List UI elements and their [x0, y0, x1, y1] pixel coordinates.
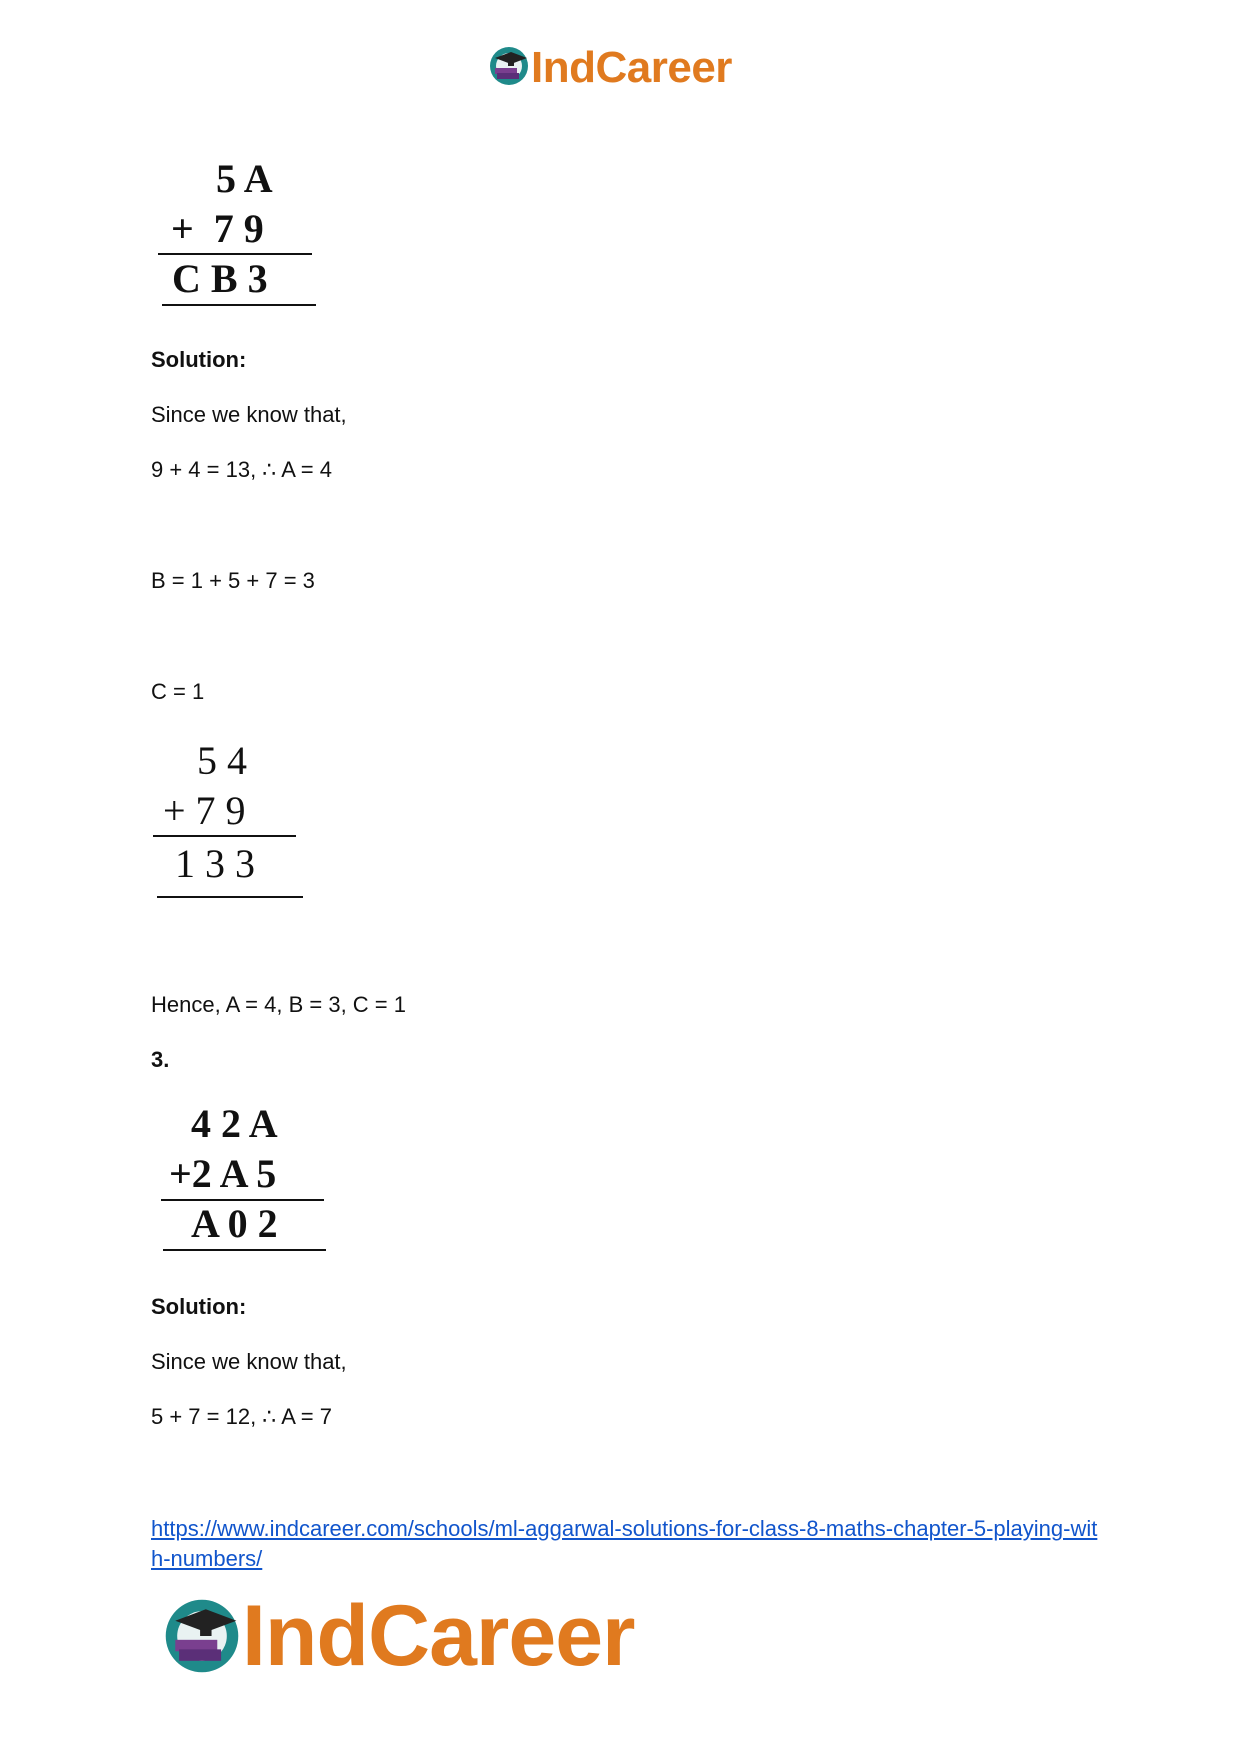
- graduation-cap-books-emblem-icon: [160, 1594, 244, 1678]
- solution-step: 5 + 7 = 12, ∴ A = 7: [151, 1404, 332, 1429]
- sum-rule: [153, 835, 296, 837]
- logo-wordmark: IndCareer: [242, 1588, 635, 1684]
- logo-wordmark: IndCareer: [531, 43, 732, 92]
- footer-logo: [160, 1586, 700, 1686]
- sum-line-1: 5 A: [216, 156, 273, 201]
- solution-heading: Solution:: [151, 1294, 247, 1319]
- solution-step: B = 1 + 5 + 7 = 3: [151, 568, 315, 593]
- sum-line-2: +2 A 5: [169, 1151, 277, 1196]
- solution-heading: Solution:: [151, 347, 247, 372]
- solution-step: C = 1: [151, 679, 205, 704]
- sum-result: 1 3 3: [175, 841, 255, 886]
- header-logo: [487, 40, 767, 96]
- sum-underline: [162, 304, 316, 306]
- sum-line-2: + 7 9: [171, 206, 264, 251]
- graduation-cap-books-emblem-icon: [487, 44, 531, 88]
- sum-puzzle-3: [161, 1100, 331, 1260]
- sum-line-2: + 7 9: [163, 788, 246, 833]
- sum-underline: [157, 896, 303, 898]
- sum-worked-1: [153, 737, 313, 897]
- sum-result: C B 3: [172, 256, 268, 301]
- solution-intro: Since we know that,: [151, 402, 347, 427]
- source-link[interactable]: https://www.indcareer.com/schools/ml-aggarwal-solutions-for-class-8-maths-chapter-5-playing-with-numbers/: [151, 1516, 1098, 1571]
- conclusion-text: Hence, A = 4, B = 3, C = 1: [151, 992, 406, 1017]
- question-number: 3.: [151, 1047, 170, 1072]
- solution-intro: Since we know that,: [151, 1349, 347, 1374]
- sum-puzzle-1: [158, 155, 318, 305]
- sum-result: A 0 2: [191, 1201, 278, 1246]
- sum-line-1: 5 4: [197, 738, 247, 783]
- solution-step: 9 + 4 = 13, ∴ A = 4: [151, 457, 332, 482]
- sum-underline: [163, 1249, 326, 1251]
- sum-line-1: 4 2 A: [191, 1101, 278, 1146]
